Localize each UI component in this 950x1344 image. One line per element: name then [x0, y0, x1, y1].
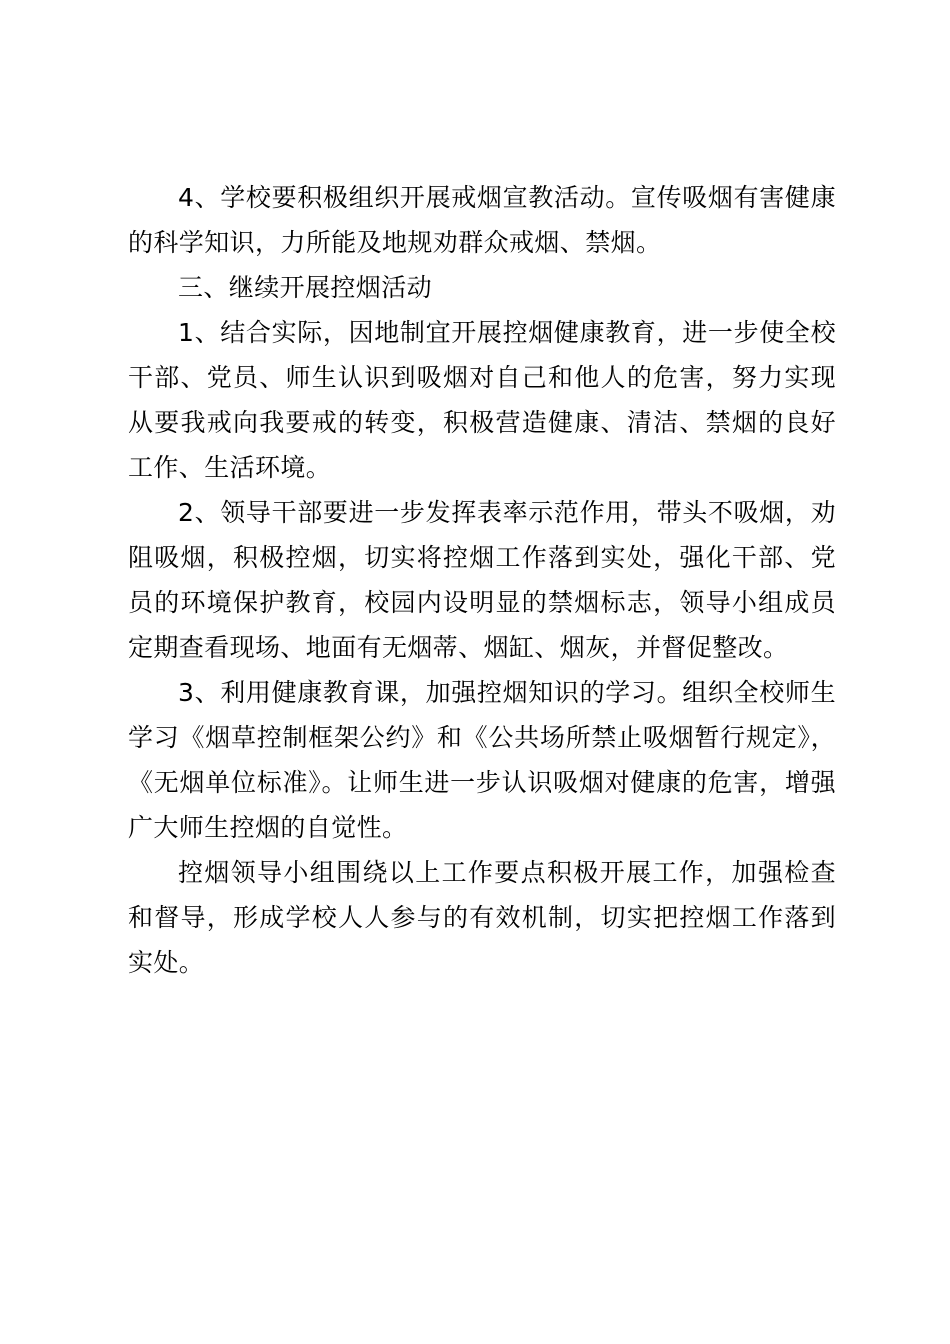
paragraph-item-1: 1、结合实际，因地制宜开展控烟健康教育，进一步使全校干部、党员、师生认识到吸烟对自己和他人的危害，努力实现从要我戒向我要戒的转变，积极营造健康、清洁、禁烟的良好工作、生活环境。 — [128, 318, 836, 482]
paragraph-closing: 控烟领导小组围绕以上工作要点积极开展工作，加强检查和督导，形成学校人人参与的有效机制，切实把控烟工作落到实处。 — [128, 858, 836, 977]
paragraph-item-3: 3、利用健康教育课，加强控烟知识的学习。组织全校师生学习《烟草控制框架公约》和《公共场所禁止吸烟暂行规定》，《无烟单位标准》。让师生进一步认识吸烟对健康的危害，增强广大师生控烟的自觉性。 — [128, 678, 836, 842]
paragraph-item-4: 4、学校要积极组织开展戒烟宣教活动。宣传吸烟有害健康的科学知识，力所能及地规劝群众戒烟、禁烟。 — [128, 183, 836, 257]
section-heading-continue-tobacco-control: 三、继续开展控烟活动 — [178, 273, 433, 302]
document-body — [128, 175, 836, 985]
paragraph-item-2: 2、领导干部要进一步发挥表率示范作用，带头不吸烟，劝阻吸烟，积极控烟，切实将控烟工作落到实处，强化干部、党员的环境保护教育，校园内设明显的禁烟标志，领导小组成员定期查看现场、地面有无烟蒂、烟缸、烟灰，并督促整改。 — [128, 498, 836, 662]
